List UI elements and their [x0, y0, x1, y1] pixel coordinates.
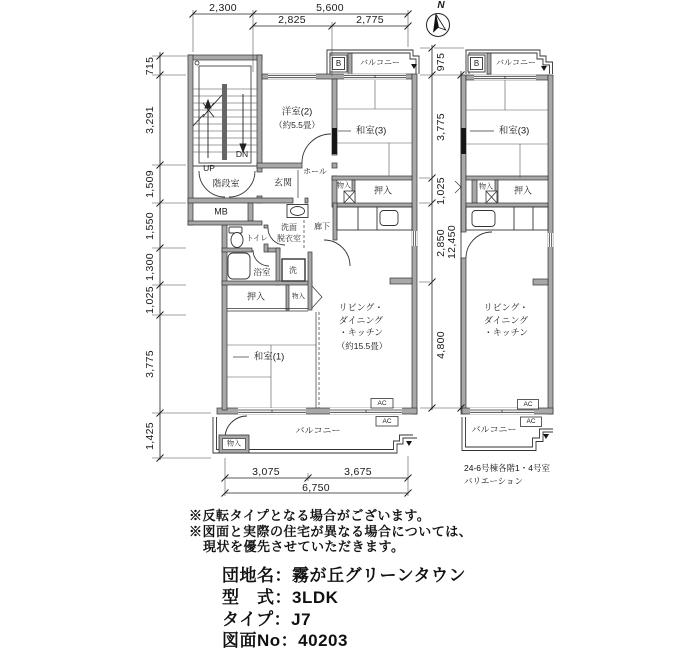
room-label-storage-hall: 物入 [337, 182, 351, 190]
dim-top-2300: 2,300 [209, 1, 237, 14]
kitchen-sink [380, 211, 398, 226]
variation-caption-line2: バリエーション [464, 475, 523, 486]
room-label-storage-right: 物入 [479, 183, 493, 191]
dim-left-3291: 3,291 [143, 106, 156, 134]
ac-label-inside: AC [377, 399, 387, 407]
dim-mid-975: 975 [434, 52, 447, 71]
info-estate-name: 団地名：霧が丘グリーンタウン [222, 566, 466, 585]
room-label-ldk-size: （約15.5畳） [336, 340, 388, 351]
room-label-storage-balcony: 物入 [227, 440, 241, 448]
drain-markers [406, 64, 549, 446]
kitchen-sink [472, 211, 495, 227]
balcony-b-marker: B [335, 58, 342, 68]
room-label-meter-box: MB [214, 206, 228, 217]
toilet-bowl [231, 233, 243, 248]
room-label-balcony-top-right: バルコニー [496, 58, 536, 67]
north-label: N [437, 0, 445, 11]
dim-left-1425: 1,425 [143, 421, 156, 450]
dim-mid-2850: 2,850 [434, 228, 447, 257]
dim-top-5600: 5,600 [316, 1, 344, 14]
dim-top-2825: 2,825 [278, 13, 306, 26]
room-label-washroom-1: 洗面 [281, 223, 297, 232]
ac-label-inside-right: AC [523, 400, 533, 408]
note-line3: 現状を優先させていただきます。 [203, 539, 405, 554]
room-label-toilet: トイレ [245, 233, 269, 243]
kitchen-counters [337, 207, 548, 230]
stair-up-label: UP [203, 162, 215, 173]
room-label-ldk-3: ・キッチン [338, 327, 384, 338]
dim-left-1300: 1,300 [143, 252, 156, 281]
b-marker-boxes [330, 55, 485, 72]
toilet-tank [229, 227, 242, 233]
dim-mid-4800: 4,800 [434, 331, 447, 359]
stair-post [195, 61, 199, 65]
room-label-laundry: 洗 [289, 266, 297, 275]
bathtub [228, 253, 250, 279]
room-label-balcony-top: バルコニー [360, 58, 400, 67]
room-label-hall: ホール [303, 167, 327, 176]
info-plan-type: タイプ：J7 [222, 610, 312, 629]
room-label-storage2: 物入 [292, 292, 305, 300]
dim-top-2775: 2,775 [356, 13, 384, 26]
ac-label-outside-right: AC [526, 417, 536, 425]
room-label-western-room2-size: （約5.5畳） [274, 119, 320, 130]
room-label-ldk-right-2: ダイニング [483, 315, 529, 325]
room-label-genkan: 玄関 [273, 177, 293, 188]
variation-caption-line1: 24-6号棟各階1・4号室 [464, 463, 550, 473]
dim-bottom-6750: 6,750 [302, 481, 330, 494]
room-label-balcony-bottom-right: バルコニー [471, 424, 517, 435]
room-label-bath: 浴室 [253, 266, 271, 277]
room-label-corridor: 廊下 [314, 222, 330, 231]
info-unit-type: 型 式：3LDK [222, 588, 339, 607]
room-label-tatami3: 和室(3) [355, 125, 387, 137]
dim-left-1509: 1,509 [143, 170, 156, 198]
room-label-balcony-bottom: バルコニー [295, 425, 341, 436]
room-label-washroom-2: 脱衣室 [277, 234, 301, 243]
north-arrow-icon [427, 12, 450, 36]
room-label-stair-room: 階段室 [212, 178, 240, 189]
dim-mid-1025: 1,025 [434, 176, 447, 205]
room-label-closet-right: 押入 [513, 185, 533, 196]
balcony-b-marker-right: B [473, 58, 480, 68]
room-label-closet2: 押入 [246, 291, 266, 301]
dim-left-715: 715 [143, 56, 156, 75]
stair-break-line [193, 95, 222, 126]
dim-left-1550: 1,550 [143, 211, 156, 240]
dim-bottom-3675: 3,675 [344, 465, 372, 478]
dim-left-3775: 3,775 [143, 350, 156, 378]
ac-label-outside: AC [382, 417, 392, 425]
room-label-tatami3-right: 和室(3) [498, 125, 530, 137]
stair-dn-label: DN [235, 148, 249, 159]
dim-left-1025: 1,025 [143, 286, 156, 314]
room-label-closet-hall: 押入 [373, 185, 393, 196]
note-line2: ※図面と実際の住宅が異なる場合については、 [189, 523, 473, 539]
room-label-ldk-1: リビング・ [338, 302, 384, 313]
room-label-ldk-right-1: リビング・ [483, 302, 529, 313]
room-label-ldk-right-3: ・キッチン [483, 327, 529, 338]
room-label-western-room2: 洋室(2) [281, 106, 313, 118]
wash-basin [291, 207, 305, 216]
room-label-ldk-2: ダイニング [338, 315, 384, 325]
note-line1: ※反転タイプとなる場合がございます。 [189, 508, 431, 523]
stair-rail [222, 84, 227, 160]
dim-mid-12450: 12,450 [445, 224, 458, 259]
room-label-tatami1: 和室(1) [253, 351, 285, 363]
dim-bottom-3075: 3,075 [252, 465, 280, 478]
info-drawing-number: 図面No：40203 [222, 631, 348, 650]
dim-mid-3775: 3,775 [434, 112, 447, 141]
